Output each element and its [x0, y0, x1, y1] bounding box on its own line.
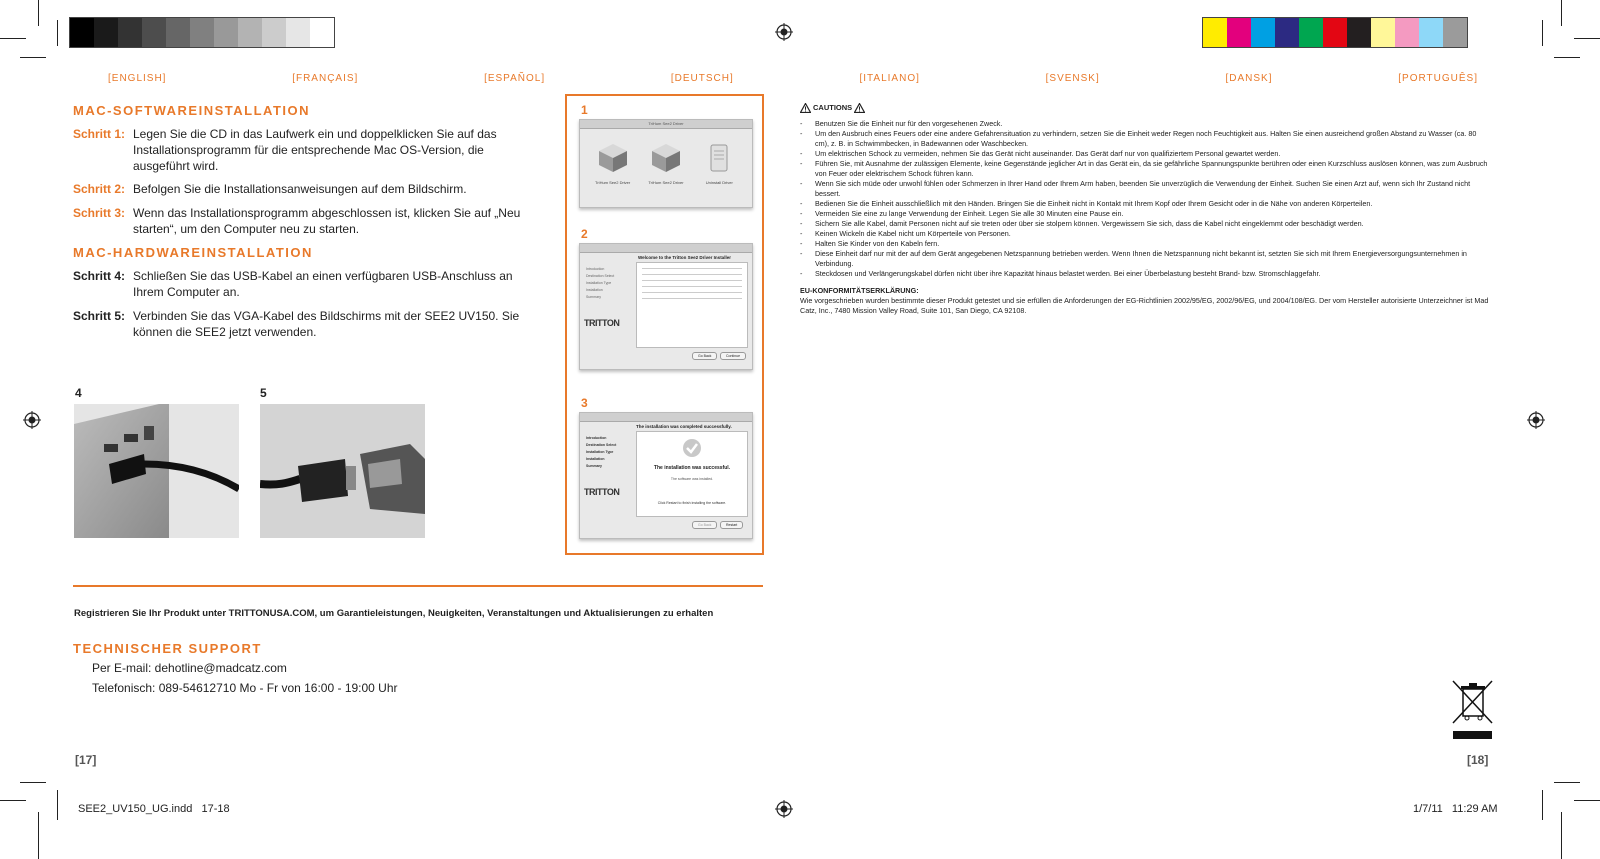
crop-mark: [1554, 57, 1580, 58]
weee-bin-icon: [1451, 679, 1494, 741]
installer-step: Destination Select: [586, 274, 615, 278]
gray-swatch: [214, 18, 238, 47]
crop-mark: [1561, 812, 1562, 859]
crop-mark: [1561, 0, 1562, 26]
registration-mark-icon: [775, 800, 793, 818]
caution-item: - Steckdosen und Verlängerungskabel dürfen nicht über ihre Kapazität hinaus belastet werden. Bei einer Überbelastung besteht Brand- bzw. Stromschlaggefahr.: [800, 269, 1492, 279]
window-titlebar: [580, 413, 752, 422]
window-title: TriHum See2 Driver: [580, 120, 752, 129]
color-swatch: [1299, 18, 1323, 47]
gray-swatch: [94, 18, 118, 47]
crop-mark: [1554, 782, 1580, 783]
register-notice: Registrieren Sie Ihr Produkt unter TRITTONUSA.COM, um Garantieleistungen, Neuigkeiten, Veranstaltungen und Aktualisierungen zu erhalten: [74, 608, 714, 619]
continue-button[interactable]: Continue: [720, 352, 746, 360]
installer-step: Installation Type: [586, 450, 614, 454]
success-sub: The software was installed.: [670, 477, 714, 481]
step-5: [73, 308, 533, 340]
caution-item: - Benutzen Sie die Einheit nur für den vorgesehenen Zweck.: [800, 119, 1492, 129]
color-swatch: [1395, 18, 1419, 47]
step-1: [73, 126, 533, 174]
content-pane: [636, 262, 748, 348]
go-back-button[interactable]: Go Back: [692, 352, 717, 360]
gray-swatch: [238, 18, 262, 47]
caution-item: - Bedienen Sie die Einheit ausschließlich mit den Händen. Bringen Sie die Einheit nicht in Kontakt mit Ihrem Kopf oder Ihrem Gesicht oder in die Nähe von anderen Körperteilen.: [800, 199, 1492, 209]
gray-swatch: [262, 18, 286, 47]
caution-item: - Um den Ausbruch eines Feuers oder eine andere Gefahrensituation zu verhindern, setzen Sie die Einheit weder Regen noch Feuchtigkeit aus. Halten Sie einen ausreichend großen Abstand zu Wasser (ca. 80 cm), z. B. in Schwimmbecken, in Badewannen oder Waschbecken.: [800, 129, 1492, 149]
color-swatch: [1347, 18, 1371, 47]
gray-swatch: [166, 18, 190, 47]
crop-mark: [1574, 800, 1600, 801]
step-4: [73, 268, 533, 300]
language-link[interactable]: [PORTUGUÊS]: [1398, 73, 1478, 84]
cautions-title: [800, 103, 1492, 113]
gray-swatch: [190, 18, 214, 47]
installer-step: Installation: [586, 288, 603, 292]
window-heading: The installation was completed successfully.: [636, 424, 732, 429]
color-swatch: [1419, 18, 1443, 47]
language-link[interactable]: [DANSK]: [1225, 73, 1273, 84]
crop-mark: [1574, 38, 1600, 39]
caution-list: [800, 119, 1492, 279]
grayscale-bar: [69, 17, 335, 48]
gray-swatch: [286, 18, 310, 47]
gray-swatch: [118, 18, 142, 47]
crop-mark: [38, 812, 39, 859]
color-swatch: [1227, 18, 1251, 47]
step-label: Schritt 5:: [73, 309, 126, 323]
tritton-logo: TRITTON: [584, 318, 620, 328]
color-swatch: [1275, 18, 1299, 47]
language-link[interactable]: [ESPAÑOL]: [484, 73, 546, 84]
step-text: Schließen Sie das USB-Kabel an einen verfügbaren USB-Anschluss an Ihrem Computer an.: [133, 269, 513, 299]
language-link[interactable]: [ITALIANO]: [859, 73, 920, 84]
footer-date-slug: 1/7/11 11:29 AM: [1413, 803, 1498, 815]
color-swatch: [1323, 18, 1347, 47]
step-label: Schritt 3:: [73, 206, 126, 220]
caution-item: - Diese Einheit darf nur mit der auf dem Gerät angegebenen Netzspannung betrieben werden. Wenn Ihnen die Netzspannung nicht bekannt ist, setzten Sie sich mit Ihrem Energieversorgungsunternehmen in Verbindung.: [800, 249, 1492, 269]
caution-item: - Sichern Sie alle Kabel, damit Personen nicht auf sie treten oder über sie stolpern können. Vergewissern Sie sich, dass die Kabel nicht eingeklemmt oder beschädigt werden.: [800, 219, 1492, 229]
installer-step: Introduction: [586, 436, 607, 440]
page-number-right: [18]: [1467, 753, 1489, 767]
support-email: Per E-mail: dehotline@madcatz.com: [92, 661, 287, 675]
step-3: [73, 205, 533, 237]
screen-label: 1: [581, 103, 588, 117]
gray-swatch: [142, 18, 166, 47]
language-nav: [108, 73, 1478, 84]
section-divider: [73, 585, 763, 587]
installer-step: Summary: [586, 295, 601, 299]
crop-mark: [20, 57, 46, 58]
uninstall-label: Uninstall Driver: [705, 180, 733, 185]
step-label: Schritt 4:: [73, 269, 126, 283]
crop-mark: [38, 0, 39, 26]
package-icon: [649, 141, 683, 175]
cautions-title-text: CAUTIONS: [813, 103, 853, 112]
content-pane: [636, 431, 748, 517]
warning-icon: [800, 103, 811, 113]
installer-window-2: [579, 243, 753, 370]
crop-mark: [57, 790, 58, 820]
installer-steps: [586, 435, 616, 470]
software-heading: MAC-SOFTWAREINSTALLATION: [73, 103, 310, 118]
step-text: Befolgen Sie die Installationsanweisungen auf dem Bildschirm.: [133, 182, 467, 196]
go-back-button[interactable]: Go Back: [692, 521, 717, 529]
support-heading: TECHNISCHER SUPPORT: [73, 641, 262, 656]
caution-item: - Halten Sie Kinder von den Kabeln fern.: [800, 239, 1492, 249]
crop-mark: [20, 782, 46, 783]
step-text: Wenn das Installationsprogramm abgeschlossen ist, klicken Sie auf „Neu starten“, um den Computer neu zu starten.: [133, 206, 521, 236]
photo-label: 4: [75, 386, 82, 400]
step-label: Schritt 1:: [73, 127, 126, 141]
vga-connection-photo: [260, 404, 425, 538]
eu-title: EU-KONFORMITÄTSERKLÄRUNG:: [800, 286, 919, 295]
tritton-logo: TRITTON: [584, 487, 620, 497]
registration-mark-icon: [775, 23, 793, 41]
step-text: Legen Sie die CD in das Laufwerk ein und doppelklicken Sie auf das Installationsprogramm für die entsprechende Mac OS-Version, die ausgeführt wird.: [133, 127, 497, 173]
caution-item: - Um elektrischen Schock zu vermeiden, nehmen Sie das Gerät nicht auseinander. Das Gerät darf nur von qualifiziertem Personal gewartet werden.: [800, 149, 1492, 159]
registration-mark-icon: [1527, 411, 1545, 429]
package-icon: [596, 141, 630, 175]
gray-swatch: [310, 18, 334, 47]
screen-label: 2: [581, 227, 588, 241]
footer-file-slug: SEE2_UV150_UG.indd 17-18: [78, 803, 230, 815]
warning-icon: [854, 103, 865, 113]
restart-button[interactable]: Restart: [720, 521, 743, 529]
installer-step: Installation Type: [586, 281, 612, 285]
installer-window-1: [579, 119, 753, 208]
screen-label: 3: [581, 396, 588, 410]
color-swatch: [1443, 18, 1467, 47]
color-swatch: [1251, 18, 1275, 47]
cautions-section: [800, 103, 1492, 316]
step-2: [73, 181, 533, 197]
installer-step: Introduction: [586, 267, 605, 271]
window-heading: Welcome to the Tritton See2 Driver Installer: [638, 255, 731, 260]
eu-text: Wie vorgeschrieben wurden bestimmte dieser Produkt getestet und sie erfüllen die Anforderungen der EG-Richtlinien 2002/95/EG, 2002/96/EG, und 2004/108/EG. Der vom Hersteller autorisierte Unterzeichner ist Mad Catz, Inc., 7480 Mission Valley Road, Suite 101, San Diego, CA 92108.: [800, 296, 1489, 315]
installer-step: Installation: [586, 457, 605, 461]
language-link[interactable]: [FRANÇAIS]: [292, 73, 359, 84]
caution-item: - Führen Sie, mit Ausnahme der zulässigen Elemente, keine Gegenstände jeglicher Art in das Gerät ein, da sie gefährliche Spannungspunkte berühren oder einen Kurzschluss auslösen können, was zum Ausbruch von Feuer oder elektrischem Schock führen kann.: [800, 159, 1492, 179]
color-calibration-bar: [1202, 17, 1468, 48]
crop-mark: [1542, 20, 1543, 46]
caution-item: - Wenn Sie sich müde oder unwohl fühlen oder Schmerzen in Ihrer Hand oder Ihrem Arm haben, beenden Sie unverzüglich die Verwendung der Einheit. Suchen Sie einen Arzt auf, wenn sich Ihr Zustand nicht bessert.: [800, 179, 1492, 199]
crop-mark: [1542, 790, 1543, 820]
language-link[interactable]: [ENGLISH]: [108, 73, 167, 84]
installer-step: Destination Select: [586, 443, 617, 447]
success-message: The installation was successful.: [653, 465, 731, 471]
color-swatch: [1371, 18, 1395, 47]
color-swatch: [1203, 18, 1227, 47]
package-label: TriHum See2 Driver: [648, 180, 684, 185]
installer-window-3: [579, 412, 753, 539]
restart-hint: Click Restart to finish installing the software.: [657, 501, 727, 505]
step-text: Verbinden Sie das VGA-Kabel des Bildschirms mit der SEE2 UV150. Sie können die SEE2 jetzt verwenden.: [133, 309, 520, 339]
support-phone: Telefonisch: 089-54612710 Mo - Fr von 16:00 - 19:00 Uhr: [92, 681, 398, 695]
usb-connection-photo: [74, 404, 239, 538]
gray-swatch: [70, 18, 94, 47]
language-link[interactable]: [SVENSK]: [1045, 73, 1100, 84]
registration-mark-icon: [23, 411, 41, 429]
caution-item: - Vermeiden Sie eine zu lange Verwendung der Einheit. Legen Sie alle 30 Minuten eine Pause ein.: [800, 209, 1492, 219]
checkmark-icon: [682, 438, 702, 458]
hardware-heading: MAC-HARDWAREINSTALLATION: [73, 245, 313, 260]
crop-mark: [57, 20, 58, 46]
installer-steps: [586, 266, 614, 301]
package-label: TriHum See2 Driver: [595, 180, 631, 185]
caution-item: - Keinen Wickeln die Kabel nicht um Körperteile von Personen.: [800, 229, 1492, 239]
crop-mark: [0, 38, 26, 39]
photo-label: 5: [260, 386, 267, 400]
language-link[interactable]: [DEUTSCH]: [670, 73, 734, 84]
step-label: Schritt 2:: [73, 182, 126, 196]
script-icon: [702, 141, 736, 175]
installer-step: Summary: [586, 464, 602, 468]
page-number-left: [17]: [75, 753, 97, 767]
crop-mark: [0, 800, 26, 801]
window-titlebar: [580, 244, 752, 253]
